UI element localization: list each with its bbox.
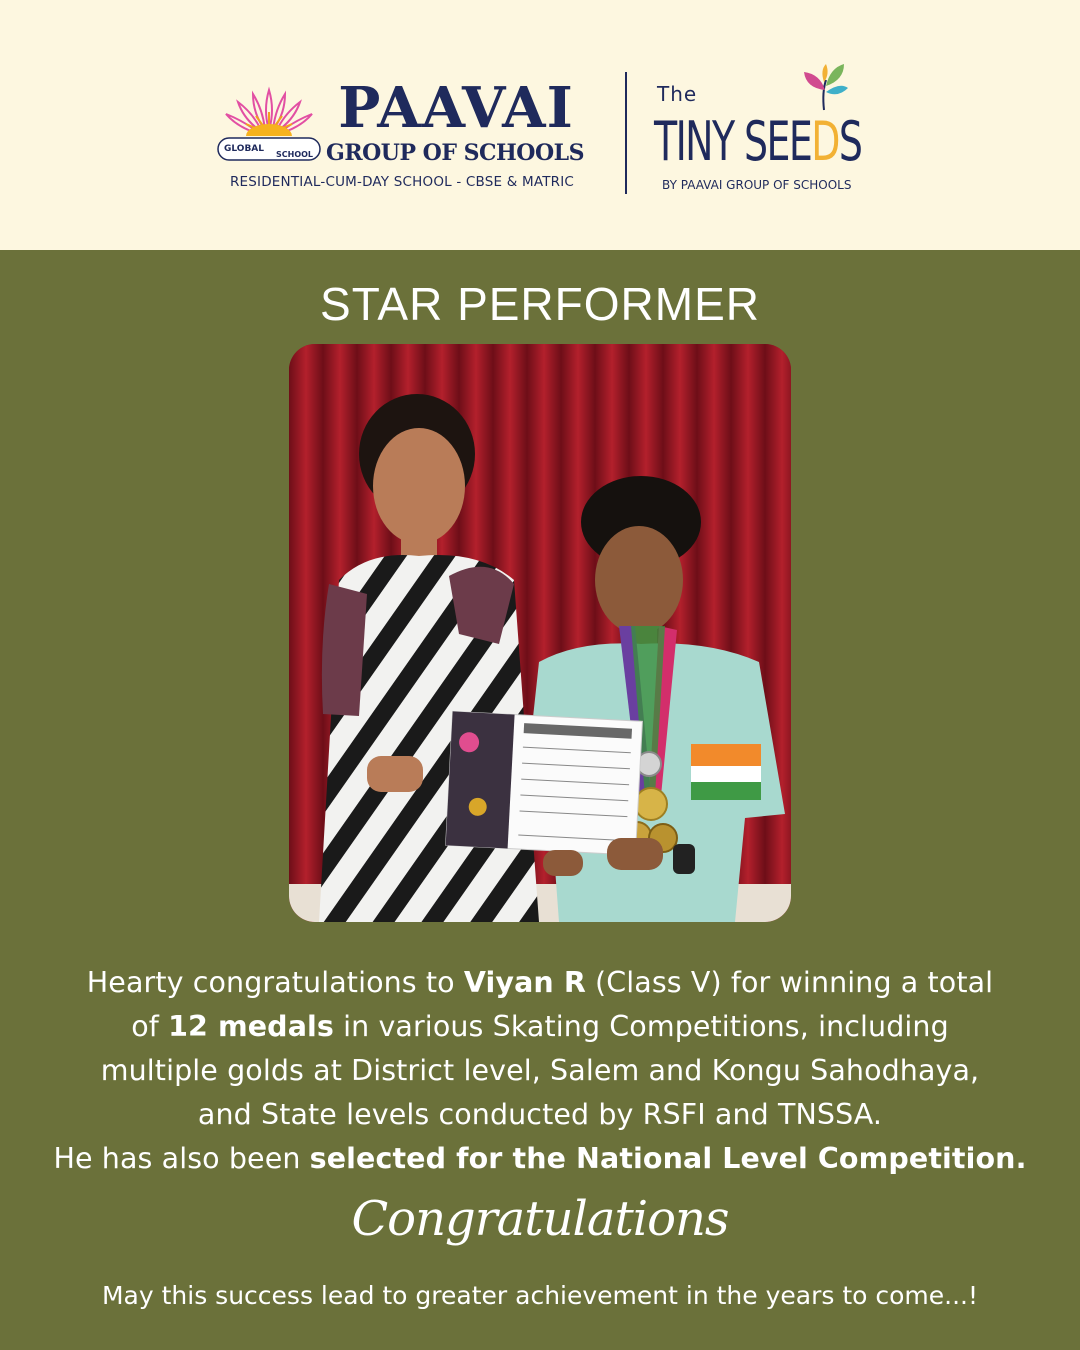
paavai-lotus-logo-icon — [216, 82, 322, 166]
logo-badge-left: GLOBAL — [224, 144, 265, 154]
national-selection: selected for the National Level Competition. — [309, 1142, 1027, 1175]
congratulation-message — [30, 961, 1050, 1181]
tiny-seeds-byline: BY PAAVAI GROUP OF SCHOOLS — [662, 178, 852, 192]
message-line-2: of 12 medals in various Skating Competitions, including — [131, 1010, 949, 1043]
message-line-3: multiple golds at District level, Salem and Kongu Sahodhaya, — [100, 1054, 980, 1087]
school-name: PAAVAI — [338, 75, 574, 141]
medal-count: 12 medals — [168, 1010, 334, 1043]
page-title: STAR PERFORMER — [320, 278, 760, 330]
message-line-1: Hearty congratulations to Viyan R (Class V) for winning a total — [86, 966, 994, 999]
tiny-seeds-name-main: TINY SEE — [654, 110, 812, 173]
sprout-leaf-icon — [800, 62, 850, 112]
congratulations-script: Congratulations — [351, 1191, 729, 1247]
tiny-seeds-name-end: S — [838, 110, 862, 173]
tiny-seeds-the: The — [657, 82, 698, 106]
school-group-name: GROUP OF SCHOOLS — [326, 140, 584, 166]
header-banner — [0, 0, 1080, 250]
footer-wish: May this success lead to greater achievement in the years to come...! — [101, 1281, 979, 1310]
student-with-teacher-photo-icon — [289, 344, 791, 922]
header-divider — [625, 72, 627, 194]
school-tagline: RESIDENTIAL-CUM-DAY SCHOOL - CBSE & MATRIC — [229, 174, 575, 190]
student-photo — [289, 344, 791, 922]
tiny-seeds-name-accent: D — [811, 110, 839, 173]
logo-badge-right: SCHOOL — [276, 150, 314, 159]
message-line-4: and State levels conducted by RSFI and TNSSA. — [197, 1098, 883, 1131]
message-line-5: He has also been selected for the National Level Competition. — [53, 1142, 1027, 1175]
tiny-seeds-name — [654, 110, 861, 174]
student-name: Viyan R — [463, 966, 586, 999]
